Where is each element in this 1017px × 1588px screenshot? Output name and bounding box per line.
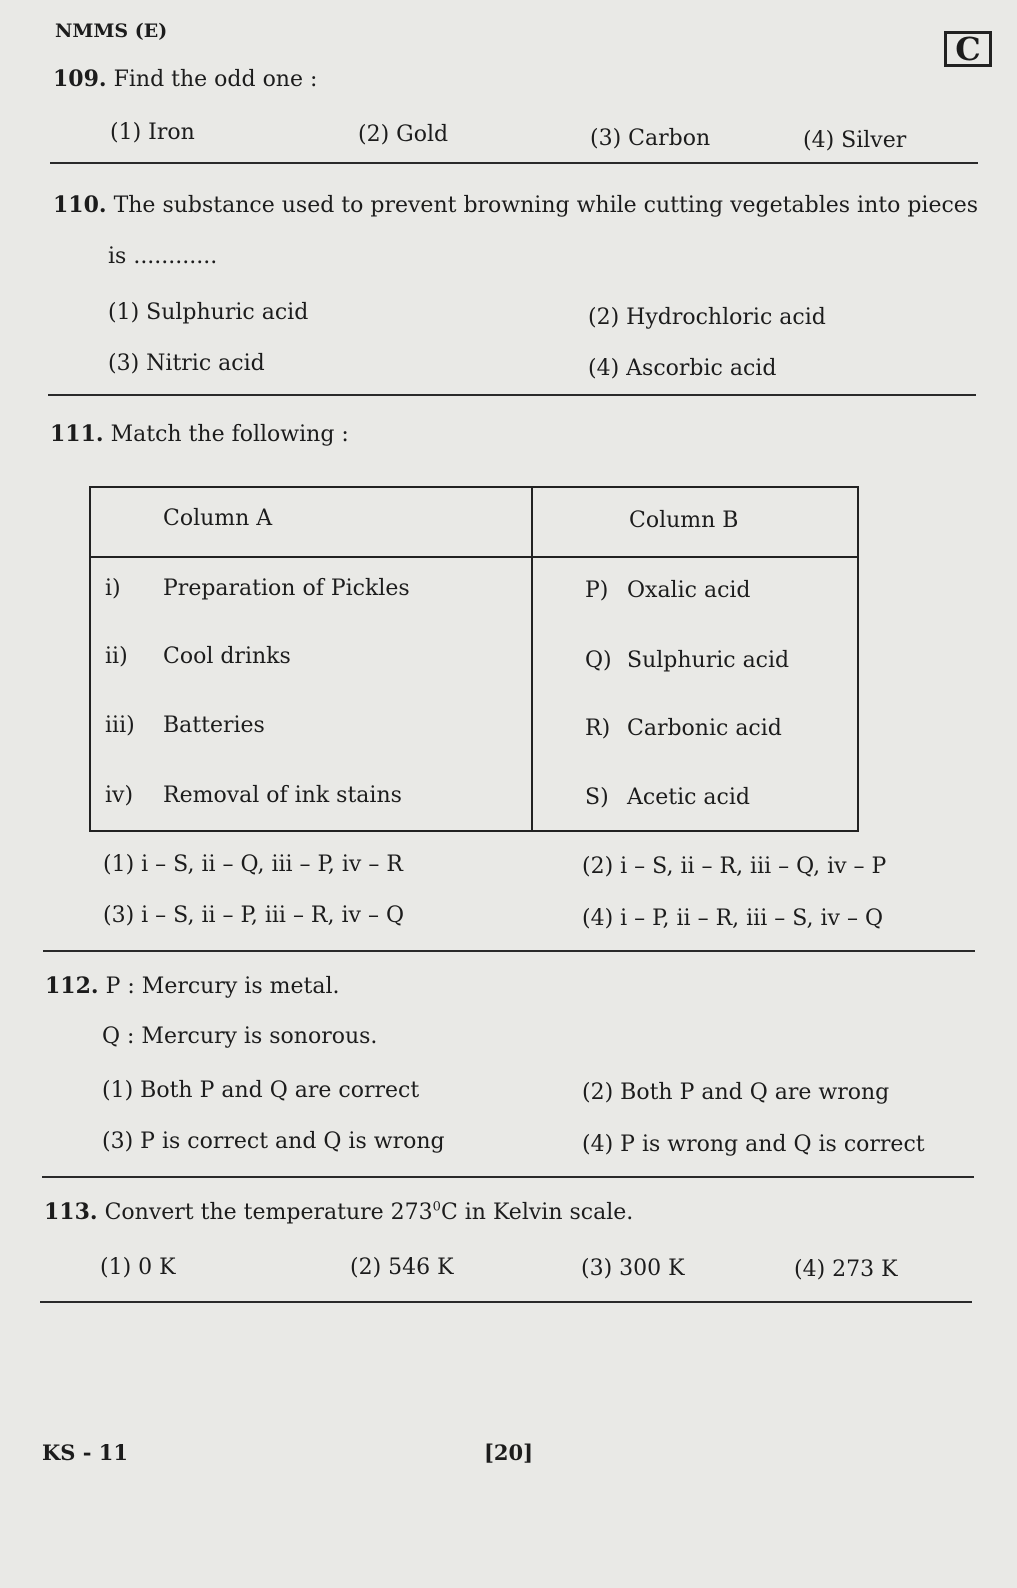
question-stem-line1: The substance used to prevent browning while cutting vegetables into pieces [113,193,979,218]
question-number: 111. [50,421,104,447]
question-number: 113. [44,1199,98,1225]
option-110-2[interactable]: (2) Hydrochloric acid [588,305,826,330]
option-109-4[interactable]: (4) Silver [803,128,907,153]
option-109-1[interactable]: (1) Iron [110,120,195,145]
column-b-key: S) [585,785,609,810]
option-112-4[interactable]: (4) P is wrong and Q is correct [582,1132,925,1157]
question-stem-line2: is ............ [108,244,218,269]
option-111-1[interactable]: (1) i – S, ii – Q, iii – P, iv – R [103,852,403,877]
question-stem-prefix: Convert the temperature 273 [104,1200,433,1225]
option-111-3[interactable]: (3) i – S, ii – P, iii – R, iv – Q [103,903,404,928]
divider [50,162,978,164]
option-110-3[interactable]: (3) Nitric acid [108,351,265,376]
option-109-3[interactable]: (3) Carbon [590,126,711,151]
question-number: 112. [45,973,99,999]
degree-superscript: 0 [432,1199,441,1215]
option-112-1[interactable]: (1) Both P and Q are correct [102,1078,420,1103]
option-112-2[interactable]: (2) Both P and Q are wrong [582,1080,890,1105]
page-number: [20] [484,1440,534,1465]
divider [42,1176,974,1178]
question-111 [50,421,349,447]
column-a-item: Removal of ink stains [163,783,402,808]
column-b-item: Acetic acid [627,785,750,810]
column-a-header: Column A [163,506,273,531]
column-b-key: P) [585,578,609,603]
column-a-key: iii) [105,713,135,738]
column-a-item: Preparation of Pickles [163,576,410,601]
column-a-item: Cool drinks [163,644,291,669]
option-110-1[interactable]: (1) Sulphuric acid [108,300,309,325]
question-112 [45,973,339,999]
column-a-item: Batteries [163,713,265,738]
series-box: C [944,31,992,67]
match-table [89,486,859,832]
column-b-key: R) [585,716,611,741]
footer-code: KS - 11 [42,1440,128,1465]
option-111-2[interactable]: (2) i – S, ii – R, iii – Q, iv – P [582,854,887,879]
column-a-key: i) [105,576,121,601]
question-stem-line1: P : Mercury is metal. [105,974,340,999]
column-b-header-cell [532,487,858,557]
option-110-4[interactable]: (4) Ascorbic acid [588,356,777,381]
column-b-header: Column B [629,508,739,533]
question-109 [53,66,317,92]
divider [40,1301,972,1303]
divider [48,394,976,396]
question-113 [44,1199,633,1225]
column-a-body [90,557,532,831]
question-number: 109. [53,66,107,92]
column-a-header-cell [90,487,532,557]
question-stem-line2: Q : Mercury is sonorous. [102,1024,378,1049]
question-stem: Find the odd one : [113,67,318,92]
question-stem: Match the following : [110,422,349,447]
option-113-2[interactable]: (2) 546 K [350,1255,454,1280]
column-b-item: Sulphuric acid [627,648,790,673]
column-b-key: Q) [585,648,612,673]
option-111-4[interactable]: (4) i – P, ii – R, iii – S, iv – Q [582,906,883,931]
option-109-2[interactable]: (2) Gold [358,122,449,147]
column-b-item: Carbonic acid [627,716,782,741]
divider [43,950,975,952]
column-b-body [532,557,858,831]
option-113-4[interactable]: (4) 273 K [794,1257,898,1282]
option-113-1[interactable]: (1) 0 K [100,1255,176,1280]
column-b-item: Oxalic acid [627,578,751,603]
paper-code: NMMS (E) [55,20,168,42]
question-110 [53,192,978,218]
option-112-3[interactable]: (3) P is correct and Q is wrong [102,1129,445,1154]
question-number: 110. [53,192,107,218]
column-a-key: iv) [105,783,134,808]
column-a-key: ii) [105,644,128,669]
option-113-3[interactable]: (3) 300 K [581,1256,685,1281]
question-stem-suffix: C in Kelvin scale. [440,1200,634,1225]
